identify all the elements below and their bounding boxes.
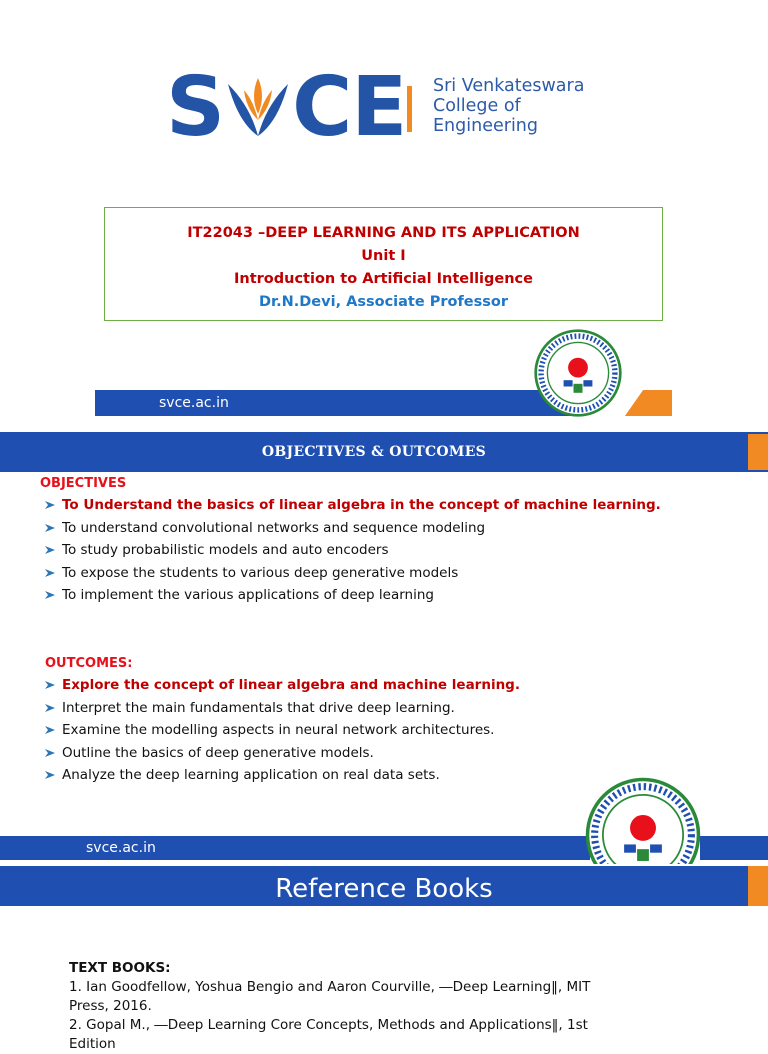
objectives-heading: OBJECTIVES xyxy=(40,476,127,491)
topic-title: Introduction to Artificial Intelligence xyxy=(234,271,533,287)
footer-url: svce.ac.in xyxy=(86,840,156,856)
slide-header-title: OBJECTIVES & OUTCOMES xyxy=(261,444,487,460)
slide-header xyxy=(0,866,768,906)
list-item: Examine the modelling aspects in neural network architectures. xyxy=(45,719,520,742)
arrow-bullet-icon xyxy=(45,500,55,510)
outcomes-list xyxy=(45,674,520,787)
logo-wordmark xyxy=(166,62,406,154)
objectives-slide xyxy=(0,432,768,864)
outcomes-heading: OUTCOMES: xyxy=(45,656,133,671)
footer-bar-right xyxy=(700,836,768,860)
list-item: To Understand the basics of linear algebra in the concept of machine learning. xyxy=(45,494,661,517)
college-seal-icon xyxy=(533,328,623,418)
slide-title: Reference Books xyxy=(275,874,493,904)
course-title: IT22043 –DEEP LEARNING AND ITS APPLICATION xyxy=(187,225,580,241)
arrow-bullet-icon xyxy=(45,725,55,735)
course-title-box xyxy=(104,207,663,321)
logo-letters-ce: CE xyxy=(292,60,407,155)
arrow-bullet-icon xyxy=(45,748,55,758)
text-books-heading: TEXT BOOKS: xyxy=(69,960,171,976)
list-item: To expose the students to various deep generative models xyxy=(45,562,661,585)
arrow-bullet-icon xyxy=(45,523,55,533)
logo-college-name: Sri Venkateswara College of Engineering xyxy=(433,76,585,136)
list-item: Interpret the main fundamentals that drive deep learning. xyxy=(45,697,520,720)
arrow-bullet-icon xyxy=(45,703,55,713)
arrow-bullet-icon xyxy=(45,680,55,690)
list-item: To study probabilistic models and auto encoders xyxy=(45,539,661,562)
unit-label: Unit I xyxy=(361,248,406,264)
text-book-item: 1. Ian Goodfellow, Yoshua Bengio and Aaron Courville, ―Deep Learning‖, MIT Press, 2016. xyxy=(69,979,591,1014)
list-item: Outline the basics of deep generative models. xyxy=(45,742,520,765)
logo-leaf-icon xyxy=(224,70,292,140)
list-item: To understand convolutional networks and sequence modeling xyxy=(45,517,661,540)
arrow-bullet-icon xyxy=(45,568,55,578)
text-book-item: 2. Gopal M., ―Deep Learning Core Concepts, Methods and Applications‖, 1st Edition xyxy=(69,1017,588,1052)
objectives-list xyxy=(45,494,661,607)
footer-url: svce.ac.in xyxy=(159,395,229,411)
slide-header xyxy=(0,432,768,472)
header-accent xyxy=(748,434,768,470)
logo-divider xyxy=(407,86,412,132)
list-item: Explore the concept of linear algebra and machine learning. xyxy=(45,674,520,697)
svce-logo xyxy=(160,60,630,155)
title-slide xyxy=(0,0,768,432)
logo-letter-s: S xyxy=(166,60,225,155)
list-item: To implement the various applications of deep learning xyxy=(45,584,661,607)
list-item: Analyze the deep learning application on real data sets. xyxy=(45,764,520,787)
arrow-bullet-icon xyxy=(45,590,55,600)
reference-slide xyxy=(0,864,768,1052)
footer-bar xyxy=(0,836,590,860)
arrow-bullet-icon xyxy=(45,770,55,780)
arrow-bullet-icon xyxy=(45,545,55,555)
author-name: Dr.N.Devi, Associate Professor xyxy=(259,294,508,310)
text-books-list xyxy=(69,978,629,1054)
